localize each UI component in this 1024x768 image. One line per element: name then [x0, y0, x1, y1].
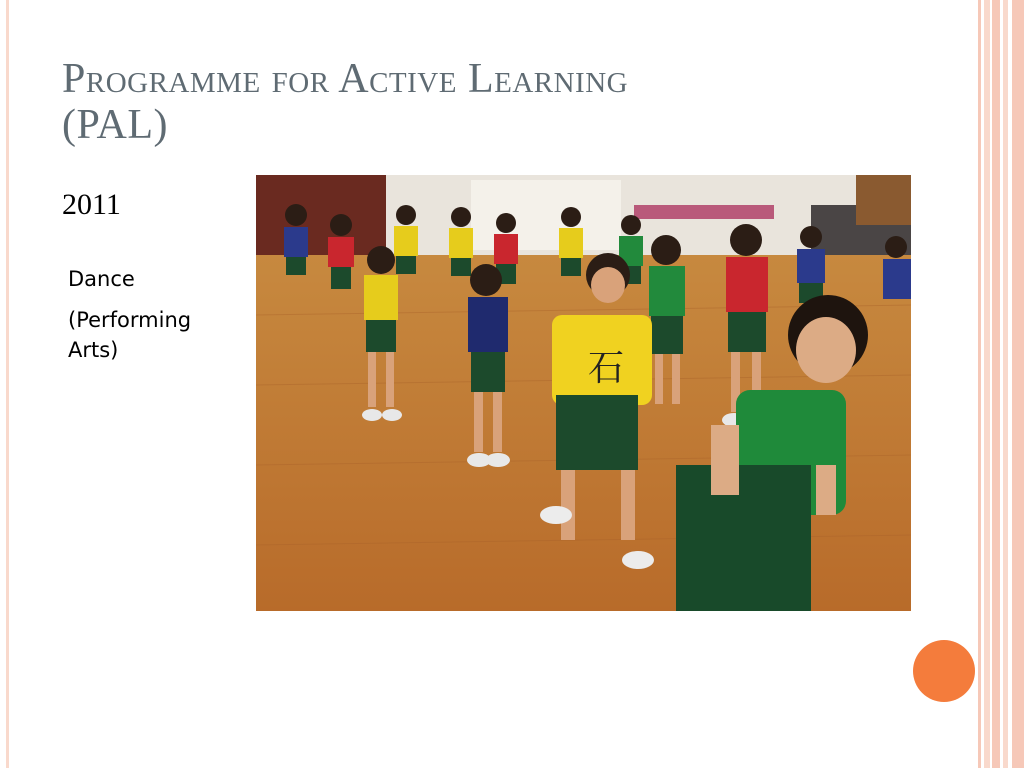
decor-stripe-1 [978, 0, 981, 768]
year-heading: 2011 [62, 188, 121, 221]
bullet-dance: Dance [68, 267, 135, 291]
decor-stripe-2 [984, 0, 990, 768]
slide-title [62, 56, 822, 148]
decor-left-border [6, 0, 9, 768]
dance-class-photo [256, 175, 911, 611]
decor-stripe-5 [1012, 0, 1024, 768]
decor-stripe-3 [992, 0, 1000, 768]
accent-circle [913, 640, 975, 702]
decor-stripe-4 [1003, 0, 1008, 768]
slide-title-line1: Programme for Active Learning [62, 56, 629, 102]
jersey-label: 石 [587, 348, 625, 389]
slide-title-line2: (PAL) [62, 102, 168, 148]
bullet-performing-arts: (Performing Arts) [68, 308, 192, 362]
